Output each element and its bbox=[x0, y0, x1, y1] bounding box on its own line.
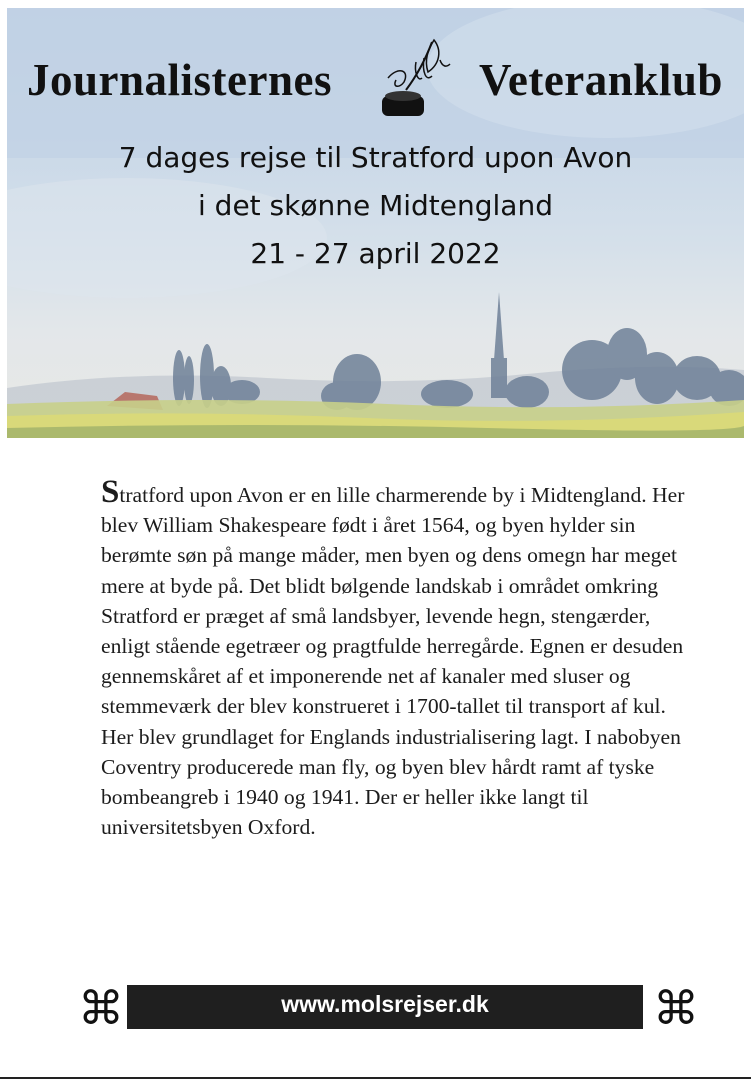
bottom-divider bbox=[0, 1077, 751, 1079]
club-name-word-2: Veteranklub bbox=[479, 55, 723, 105]
quill-inkwell-logo-icon bbox=[370, 38, 466, 120]
website-link[interactable]: www.molsrejser.dk bbox=[127, 985, 643, 1029]
intro-text: tratford upon Avon er en lille charmerende by i Midtengland. Her blev William Shakespeare født i året 1564, og byen hylder sin berømte søn på mange måder, men byen og dens omegn har meget mere at byde på. Det blidt bølgende landskab i området omkring Stratford er præget af små landsbyer, levende hegn, stengærder, enligt stående egetræer og pragtfulde herregårde. Egnen er desuden gennemskåret af et imponerende net af kanaler med sluser og stemmeværk der blev konstrueret i 1700-tallet til transport af kul. Her blev grundlaget for Englands industrialisering lagt. I nabobyen Coventry producerede man fly, og byen blev hårdt ramt af tyske bombeangreb i 1940 og 1941. Der er heller ikke langt til universitetsbyen Oxford. bbox=[101, 483, 685, 840]
trip-dates: 21 - 27 april 2022 bbox=[250, 237, 501, 270]
drop-cap-letter: S bbox=[101, 474, 120, 510]
intro-paragraph bbox=[101, 474, 701, 842]
header-watercolor-image bbox=[7, 8, 744, 438]
command-symbol-right-icon: ⌘ bbox=[653, 981, 699, 1035]
trip-title-line-1: 7 dages rejse til Stratford upon Avon bbox=[118, 141, 633, 174]
club-name-word-1: Journalisternes bbox=[27, 55, 332, 105]
command-symbol-left-icon: ⌘ bbox=[78, 981, 124, 1035]
trip-title-line-2: i det skønne Midtengland bbox=[197, 189, 553, 222]
